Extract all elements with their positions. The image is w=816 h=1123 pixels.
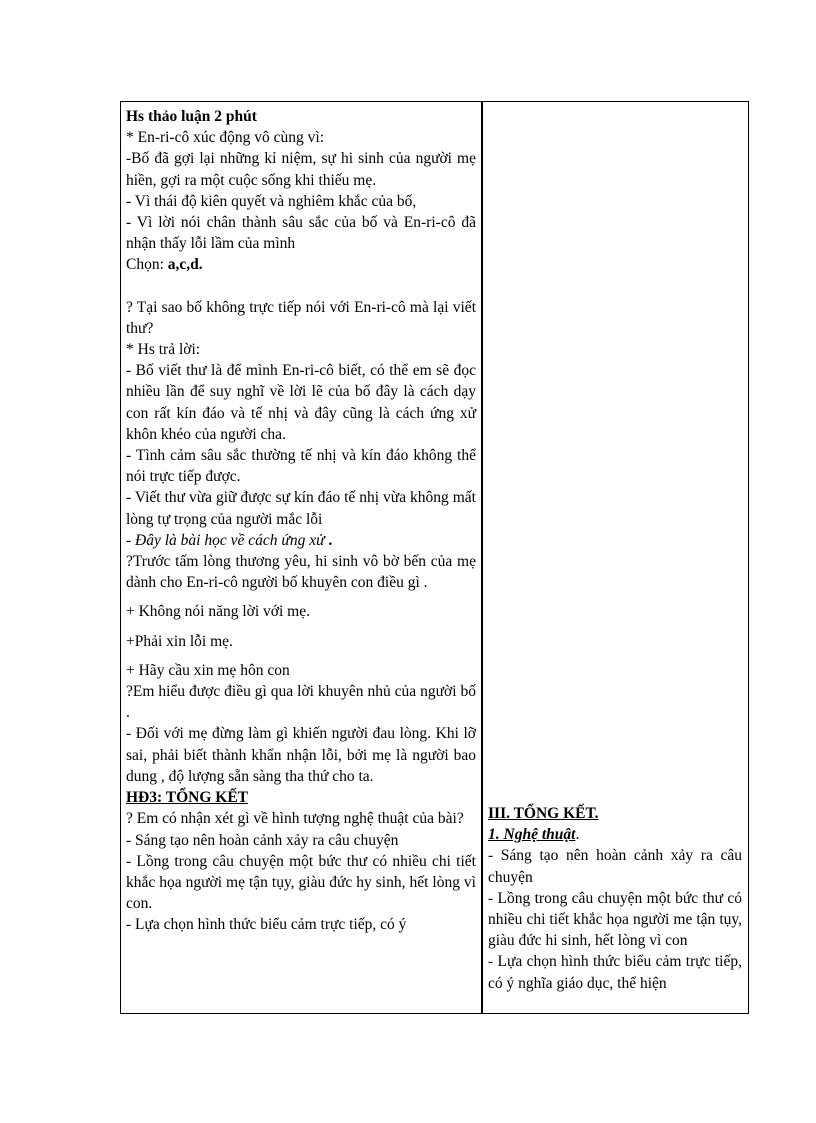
choice-prefix: Chọn: <box>126 256 168 274</box>
paragraph: ? Em có nhận xét gì về hình tượng nghệ thuật của bài? <box>126 810 464 828</box>
choice-value: a,c,d. <box>167 256 203 274</box>
paragraph: - Bố viết thư là để mình En-ri-cô biết, có thể em sẽ đọc nhiều lần để suy nghĩ về lời lẽ của bố đây là cách dạy con rất kín đáo và tế nhị và đây cũng là cách ứng xử khôn khéo của người cha. <box>126 362 476 443</box>
paragraph: ?Trước tấm lòng thương yêu, hi sinh vô bờ bến của mẹ dành cho En-ri-cô người bố khuyên con điều gì . <box>126 553 476 592</box>
paragraph: -Bố đã gợi lại những kỉ niệm, sự hi sinh của người mẹ hiền, gợi ra một cuộc sống khi thiếu mẹ. <box>126 150 476 189</box>
paragraph: * En-ri-cô xúc động vô cùng vì: <box>126 129 325 147</box>
paragraph: - Viết thư vừa giữ được sự kín đáo tế nhị vừa không mất lòng tự trọng của người mắc lỗi <box>126 489 476 528</box>
advice-item: +Phải xin lỗi mẹ. <box>126 632 233 650</box>
section-heading <box>488 803 742 824</box>
paragraph: - Vì thái độ kiên quyết và nghiêm khắc của bố, <box>126 192 417 210</box>
lesson-end: . <box>324 531 333 549</box>
section-number: III <box>488 805 507 822</box>
subsection-title: 1. Nghệ thuật <box>488 826 576 844</box>
paragraph: - Sáng tạo nên hoàn cảnh xảy ra câu chuyện <box>488 847 742 886</box>
lesson-text: Đây là bài học về cách ứng xử <box>135 531 325 549</box>
paragraph: - Vì lời nói chân thành sâu sắc của bố và En-ri-cô đã nhận thấy lỗi lầm của mình <box>126 214 476 253</box>
paragraph: - Lựa chọn hình thức biểu cảm trực tiếp, có ý nghĩa giáo dục, thể hiện <box>488 953 742 992</box>
paragraph: - Lồng trong câu chuyện một bức thư có nhiều chi tiết khắc họa người mẹ tận tụy, giàu đức hy sinh, hết lòng vì con. <box>126 852 476 913</box>
advice-item: + Không nói năng lời với mẹ. <box>126 603 310 621</box>
paragraph: - Lồng trong câu chuyện một bức thư có nhiều chi tiết khắc họa người me tận tụy, giàu đức hi sinh, hết lòng vì con <box>488 889 742 950</box>
content-table <box>120 101 749 1014</box>
right-column <box>488 803 742 994</box>
advice-item: + Hãy cầu xin mẹ hôn con <box>126 661 290 679</box>
paragraph: - Tình cảm sâu sắc thường tế nhị và kín đáo không thể nói trực tiếp được. <box>126 447 476 486</box>
discussion-heading: Hs thảo luận 2 phút <box>126 108 257 125</box>
section-title: . TỔNG KẾT. <box>506 805 599 822</box>
paragraph: ? Tại sao bố không trực tiếp nói với En-ri-cô mà lại viết thư? <box>126 298 476 337</box>
paragraph: - Sáng tạo nên hoàn cảnh xảy ra câu chuyện <box>126 831 399 849</box>
lesson-dash: - <box>126 531 136 549</box>
subsection-dot: . <box>575 826 580 844</box>
choice-line <box>126 254 476 275</box>
subsection-heading <box>488 824 742 845</box>
paragraph: ?Em hiểu được điều gì qua lời khuyên nhủ của người bố . <box>126 683 476 722</box>
hd3-heading: HĐ3: TỔNG KẾT <box>126 789 249 807</box>
left-column <box>126 106 476 936</box>
column-divider <box>481 102 483 1013</box>
paragraph: - Lựa chọn hình thức biểu cảm trực tiếp, có ý <box>126 916 407 934</box>
paragraph: - Đối với mẹ đừng làm gì khiến người đau lòng. Khi lỡ sai, phải biết thành khẩn nhận lỗi, bởi mẹ là người bao dung , độ lượng sẵn sàng tha thứ cho ta. <box>126 725 476 785</box>
paragraph: * Hs trả lời: <box>126 341 201 359</box>
lesson-line <box>126 530 476 551</box>
